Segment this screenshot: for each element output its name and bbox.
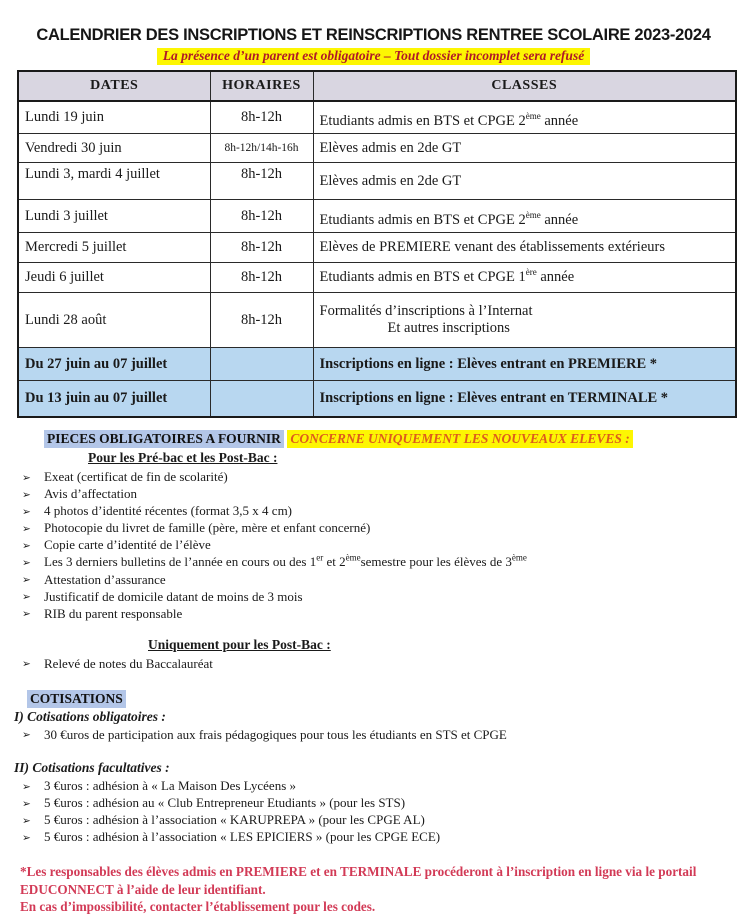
footnote-line2: En cas d’impossibilité, contacter l’établissement pour les codes. (20, 899, 376, 915)
list-item (20, 727, 747, 744)
list-item-text: 5 €uros : adhésion au « Club Entrepreneur Etudiants » (pour les STS) (44, 795, 406, 811)
list-item-text: 4 photos d’identité récentes (format 3,5 x 4 cm) (44, 503, 293, 519)
arrow-bullet-icon: ➢ (22, 574, 31, 587)
list-item (20, 606, 747, 623)
notice-banner-wrap (0, 47, 747, 65)
pieces-heading: PIECES OBLIGATOIRES A FOURNIR (44, 430, 284, 448)
table-row (18, 134, 736, 163)
table-row (18, 263, 736, 293)
arrow-bullet-icon: ➢ (22, 797, 31, 810)
document-page (0, 26, 747, 915)
table-row (18, 381, 736, 418)
arrow-bullet-icon: ➢ (22, 488, 31, 501)
list-item (20, 469, 747, 486)
cotisations-heading-line (27, 691, 747, 707)
calendar-table-body (18, 101, 736, 417)
table-row (18, 233, 736, 263)
col-header-classes: CLASSES (313, 71, 736, 101)
date-cell: Mercredi 5 juillet (18, 233, 210, 263)
date-cell: Vendredi 30 juin (18, 134, 210, 163)
time-cell: 8h-12h (210, 233, 313, 263)
date-cell: Du 13 juin au 07 juillet (18, 381, 210, 418)
time-cell (210, 381, 313, 418)
pieces-note: CONCERNE UNIQUEMENT LES NOUVEAUX ELEVES : (287, 430, 632, 448)
table-row (18, 293, 736, 348)
list-item-text: Justificatif de domicile datant de moins de 3 mois (44, 588, 303, 604)
pieces-heading-line (44, 431, 747, 447)
cotisations-obligatoires-heading: I) Cotisations obligatoires : (14, 708, 166, 724)
table-row (18, 200, 736, 233)
classes-cell: Elèves admis en 2de GT (313, 163, 736, 200)
time-cell: 8h-12h (210, 293, 313, 348)
arrow-bullet-icon: ➢ (22, 505, 31, 518)
time-cell: 8h-12h/14h-16h (210, 134, 313, 163)
table-row (18, 163, 736, 200)
arrow-bullet-icon: ➢ (22, 608, 31, 621)
classes-cell: Inscriptions en ligne : Elèves entrant en PREMIERE * (313, 348, 736, 381)
list-item-text: Avis d’affectation (44, 486, 138, 502)
list-item-text: 5 €uros : adhésion à l’association « LES EPICIERS » (pour les CPGE ECE) (44, 829, 441, 845)
arrow-bullet-icon: ➢ (22, 729, 31, 742)
classes-cell: Inscriptions en ligne : Elèves entrant en TERMINALE * (313, 381, 736, 418)
list-item (20, 486, 747, 503)
cotisations-heading: COTISATIONS (27, 690, 126, 708)
arrow-bullet-icon: ➢ (22, 556, 31, 569)
date-cell: Jeudi 6 juillet (18, 263, 210, 293)
list-item (20, 812, 747, 829)
list-item (20, 520, 747, 537)
date-cell: Du 27 juin au 07 juillet (18, 348, 210, 381)
arrow-bullet-icon: ➢ (22, 831, 31, 844)
classes-cell: Etudiants admis en BTS et CPGE 2ème année (313, 200, 736, 233)
list-item (20, 537, 747, 554)
table-row (18, 348, 736, 381)
classes-cell: Elèves admis en 2de GT (313, 134, 736, 163)
prebac-document-list (20, 469, 747, 623)
time-cell: 8h-12h (210, 200, 313, 233)
list-item (20, 778, 747, 795)
col-header-horaires: HORAIRES (210, 71, 313, 101)
footnote-line1: *Les responsables des élèves admis en PREMIERE et en TERMINALE procéderont à l’inscription en ligne via le portail EDUCONNECT à l’aide de leur identifiant. (20, 864, 697, 897)
cotisations-obligatoires-list (20, 727, 747, 744)
calendar-table (17, 70, 737, 418)
list-item-text: Relevé de notes du Baccalauréat (44, 655, 213, 671)
table-header-row (18, 71, 736, 101)
time-cell: 8h-12h (210, 263, 313, 293)
time-cell (210, 348, 313, 381)
list-item (20, 554, 747, 571)
list-item-text: Attestation d’assurance (44, 571, 166, 587)
list-item-text: Copie carte d’identité de l’élève (44, 537, 211, 553)
list-item (20, 829, 747, 846)
arrow-bullet-icon: ➢ (22, 591, 31, 604)
list-item-text: Exeat (certificat de fin de scolarité) (44, 469, 228, 484)
arrow-bullet-icon: ➢ (22, 658, 31, 671)
postbac-document-list (20, 656, 747, 673)
classes-cell: Elèves de PREMIERE venant des établissements extérieurs (313, 233, 736, 263)
list-item (20, 503, 747, 520)
list-item (20, 795, 747, 812)
classes-cell: Etudiants admis en BTS et CPGE 1ère année (313, 263, 736, 293)
list-item-text: Les 3 derniers bulletins de l’année en cours ou des 1er et 2èmesemestre pour les élèves de 3ème (44, 553, 527, 570)
prebac-heading: Pour les Pré-bac et les Post-Bac : (88, 450, 278, 465)
arrow-bullet-icon: ➢ (22, 522, 31, 535)
page-title: CALENDRIER DES INSCRIPTIONS ET REINSCRIPTIONS RENTREE SCOLAIRE 2023-2024 (36, 26, 711, 44)
list-item (20, 656, 747, 673)
list-item-text: 5 €uros : adhésion à l’association « KARUPREPA » (pour les CPGE AL) (44, 812, 425, 828)
arrow-bullet-icon: ➢ (22, 814, 31, 827)
list-item-text: 30 €uros de participation aux frais pédagogiques pour tous les étudiants en STS et CPGE (44, 726, 507, 742)
list-item (20, 589, 747, 606)
list-item-text: 3 €uros : adhésion à « La Maison Des Lycéens » (44, 778, 297, 794)
date-cell: Lundi 3 juillet (18, 200, 210, 233)
date-cell: Lundi 3, mardi 4 juillet (18, 163, 210, 200)
arrow-bullet-icon: ➢ (22, 471, 31, 484)
classes-cell: Etudiants admis en BTS et CPGE 2ème année (313, 101, 736, 134)
date-cell: Lundi 28 août (18, 293, 210, 348)
arrow-bullet-icon: ➢ (22, 539, 31, 552)
time-cell: 8h-12h (210, 101, 313, 134)
time-cell: 8h-12h (210, 163, 313, 200)
cotisations-facultatives-heading: II) Cotisations facultatives : (14, 760, 170, 776)
list-item (20, 572, 747, 589)
postbac-heading: Uniquement pour les Post-Bac : (148, 636, 331, 652)
notice-banner: La présence d’un parent est obligatoire – Tout dossier incomplet sera refusé (157, 48, 590, 65)
list-item-text: RIB du parent responsable (44, 605, 183, 621)
arrow-bullet-icon: ➢ (22, 780, 31, 793)
col-header-dates: DATES (18, 71, 210, 101)
classes-cell: Formalités d’inscriptions à l’Internat Et autres inscriptions (313, 293, 736, 348)
cotisations-facultatives-list (20, 778, 747, 846)
list-item-text: Photocopie du livret de famille (père, mère et enfant concerné) (44, 520, 371, 536)
date-cell: Lundi 19 juin (18, 101, 210, 134)
footnote (20, 863, 720, 916)
table-row (18, 101, 736, 134)
